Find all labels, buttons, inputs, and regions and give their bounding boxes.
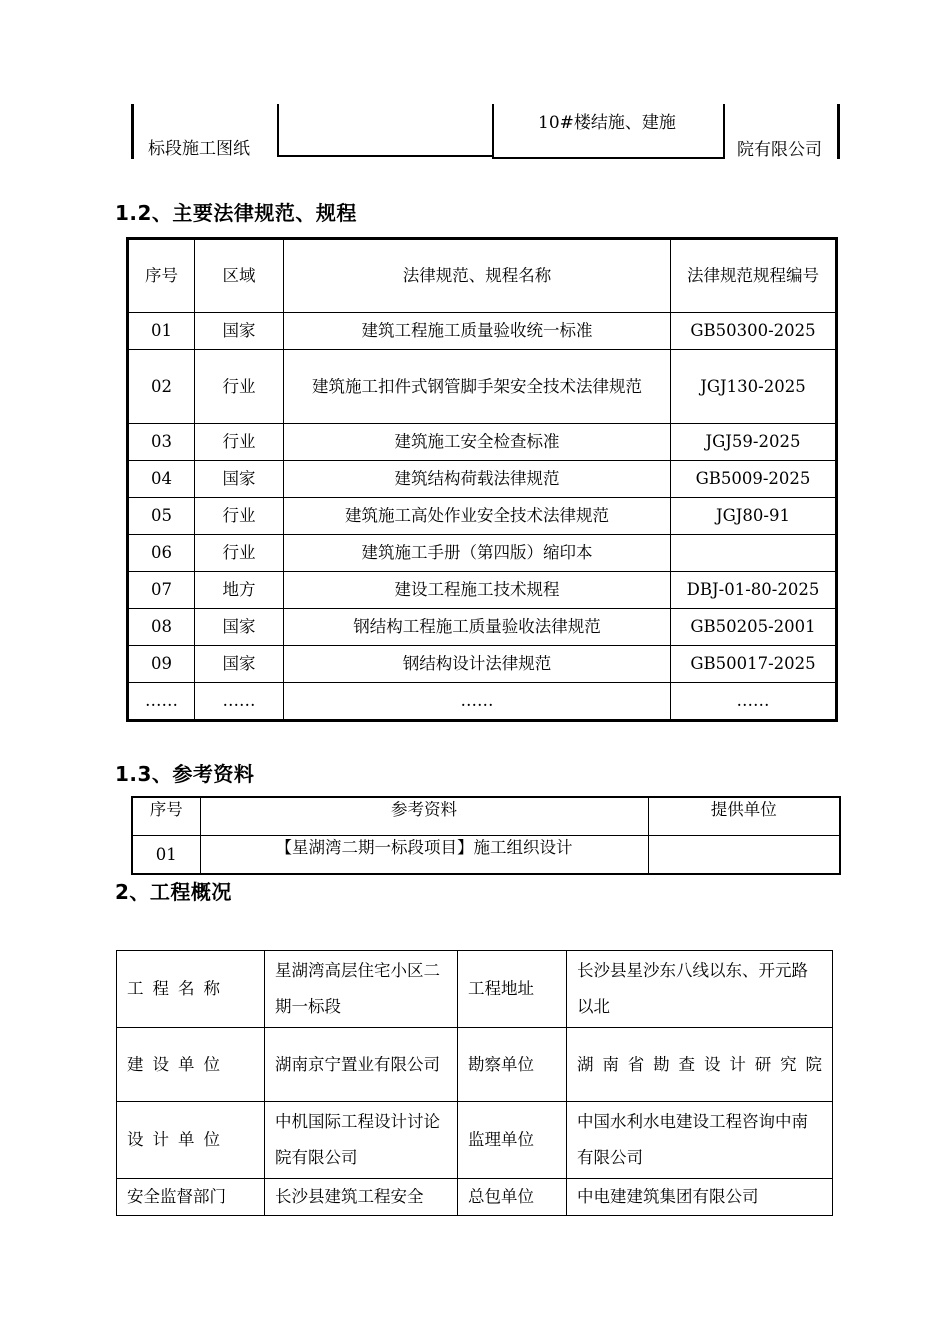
overview-value: 长沙县建筑工程安全 [265,1179,458,1216]
row-name: 建筑结构荷载法律规范 [284,461,671,498]
row-code: GB50300-2025 [671,313,837,350]
row-code: GB5009-2025 [671,461,837,498]
frag-left-border [131,104,134,159]
overview-key: 设计单位 [117,1102,265,1179]
row-name: 钢结构工程施工质量验收法律规范 [284,609,671,646]
row-code: …… [671,683,837,721]
frag-cell-4: 院有限公司 [737,140,822,160]
refs-row-provider [648,836,840,875]
row-region: 行业 [195,424,284,461]
row-name: 建筑施工手册（第四版）缩印本 [284,535,671,572]
overview-value: 湖南省勘查设计研究院 [567,1028,833,1102]
header-code: 法律规范规程编号 [671,239,837,313]
row-code: JGJ59-2025 [671,424,837,461]
table-row [128,572,837,609]
row-name: 钢结构设计法律规范 [284,646,671,683]
section-2-heading: 2、工程概况 [115,880,232,904]
table-row [117,951,833,1028]
laws-table [126,237,838,722]
row-code: JGJ80-91 [671,498,837,535]
frag-line-2 [277,155,494,157]
overview-key: 勘察单位 [458,1028,567,1102]
row-name: 建筑施工高处作业安全技术法律规范 [284,498,671,535]
table-row [128,535,837,572]
row-region: 国家 [195,461,284,498]
row-code: GB50017-2025 [671,646,837,683]
row-region: 国家 [195,646,284,683]
overview-value: 湖南京宁置业有限公司 [265,1028,458,1102]
row-no: 07 [128,572,195,609]
table-row [128,646,837,683]
row-name: 建筑施工安全检查标准 [284,424,671,461]
refs-row-material: 【星湖湾二期一标段项目】施工组织设计 [200,836,648,875]
header-name: 法律规范、规程名称 [284,239,671,313]
frag-right-border [837,104,840,159]
row-no: 04 [128,461,195,498]
overview-key: 工程地址 [458,951,567,1028]
row-code: GB50205-2001 [671,609,837,646]
row-name: 建筑工程施工质量验收统一标准 [284,313,671,350]
row-region: …… [195,683,284,721]
table-row [128,313,837,350]
table-row [117,1102,833,1179]
row-no: 06 [128,535,195,572]
overview-value: 中国水利水电建设工程咨询中南有限公司 [567,1102,833,1179]
row-region: 地方 [195,572,284,609]
refs-header-no: 序号 [132,797,200,836]
references-table [131,796,841,875]
row-name: 建设工程施工技术规程 [284,572,671,609]
row-no: 09 [128,646,195,683]
row-no: 01 [128,313,195,350]
overview-key: 总包单位 [458,1179,567,1216]
row-no: 02 [128,350,195,424]
row-code: DBJ-01-80-2025 [671,572,837,609]
overview-value: 长沙县星沙东八线以东、开元路以北 [567,951,833,1028]
frag-cell-1: 标段施工图纸 [148,139,250,159]
overview-key: 建设单位 [117,1028,265,1102]
row-region: 行业 [195,350,284,424]
row-region: 行业 [195,535,284,572]
frag-line-3 [492,104,494,159]
table-row [128,683,837,721]
row-name: 建筑施工扣件式钢管脚手架安全技术法律规范 [284,350,671,424]
frag-line-4 [492,157,725,159]
project-overview-table [116,950,833,1216]
table-row [117,1028,833,1102]
header-no: 序号 [128,239,195,313]
row-region: 国家 [195,313,284,350]
refs-header-row [132,797,840,836]
section-1-2-heading: 1.2、主要法律规范、规程 [115,201,357,225]
frag-line-1 [277,104,279,157]
row-code: JGJ130-2025 [671,350,837,424]
refs-header-material: 参考资料 [200,797,648,836]
table-row [117,1179,833,1216]
refs-row-no: 01 [132,836,200,875]
table-row [128,461,837,498]
row-region: 行业 [195,498,284,535]
overview-key: 安全监督部门 [117,1179,265,1216]
row-no: 08 [128,609,195,646]
table-row [132,836,840,875]
overview-key: 监理单位 [458,1102,567,1179]
overview-value: 中机国际工程设计讨论院有限公司 [265,1102,458,1179]
frag-cell-3: 10#楼结施、建施 [538,113,676,133]
overview-value: 星湖湾高层住宅小区二期一标段 [265,951,458,1028]
row-code [671,535,837,572]
table-row [128,424,837,461]
row-no: 05 [128,498,195,535]
table-row [128,350,837,424]
table-row [128,609,837,646]
row-name: …… [284,683,671,721]
laws-header-row [128,239,837,313]
table-row [128,498,837,535]
row-no: 03 [128,424,195,461]
row-region: 国家 [195,609,284,646]
header-region: 区域 [195,239,284,313]
frag-line-5 [723,104,725,159]
overview-key: 工程名称 [117,951,265,1028]
overview-value: 中电建建筑集团有限公司 [567,1179,833,1216]
section-1-3-heading: 1.3、参考资料 [115,762,255,786]
row-no: …… [128,683,195,721]
refs-header-provider: 提供单位 [648,797,840,836]
